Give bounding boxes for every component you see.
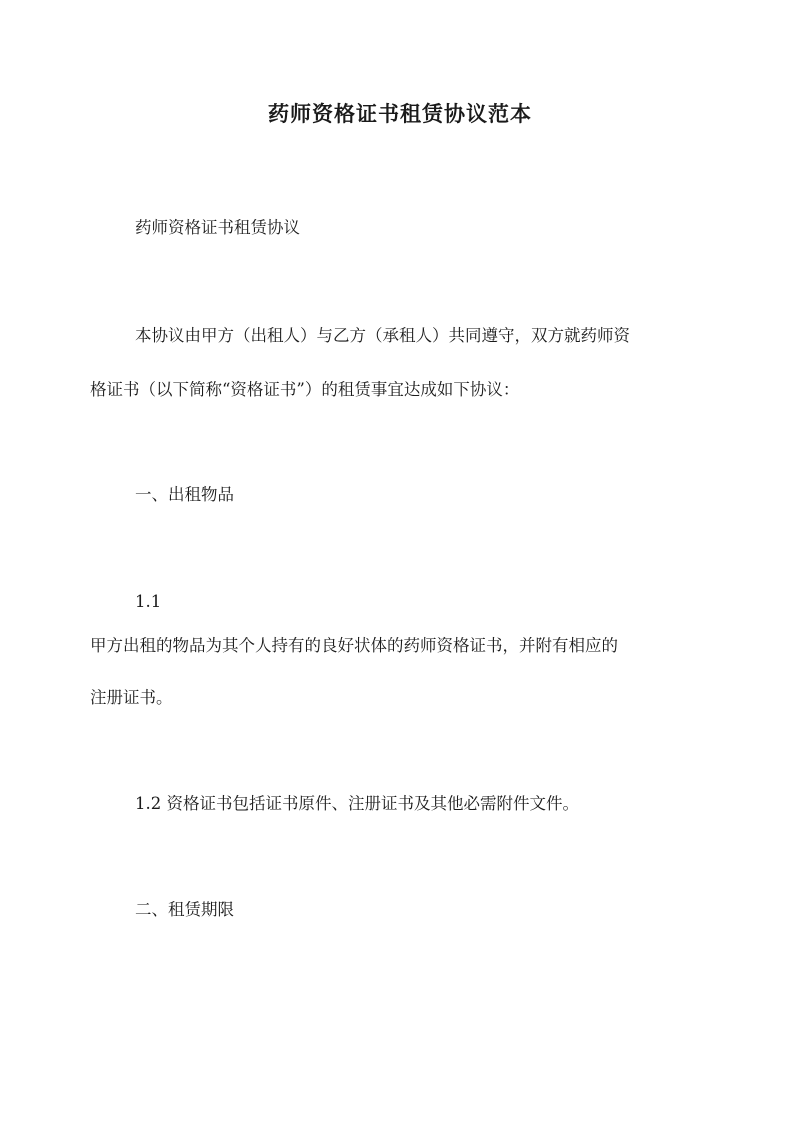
clause-1-1-number: 1.1 xyxy=(135,592,162,611)
agreement-subtitle: 药师资格证书租赁协议 xyxy=(135,218,300,237)
clause-1-1-line-2: 注册证书。 xyxy=(90,688,173,707)
section-heading-rental-period: 二、租赁期限 xyxy=(135,900,234,919)
document-title: 药师资格证书租赁协议范本 xyxy=(268,101,532,126)
clause-1-1-line-1: 甲方出租的物品为其个人持有的良好状体的药师资格证书，并附有相应的 xyxy=(90,636,618,655)
clause-1-2: 1.2 资格证书包括证书原件、注册证书及其他必需附件文件。 xyxy=(135,794,579,813)
intro-paragraph-line-1: 本协议由甲方（出租人）与乙方（承租人）共同遵守，双方就药师资 xyxy=(135,326,630,345)
section-heading-rental-items: 一、出租物品 xyxy=(135,485,234,504)
intro-paragraph-line-2: 格证书（以下简称“资格证书”）的租赁事宜达成如下协议： xyxy=(90,380,520,399)
